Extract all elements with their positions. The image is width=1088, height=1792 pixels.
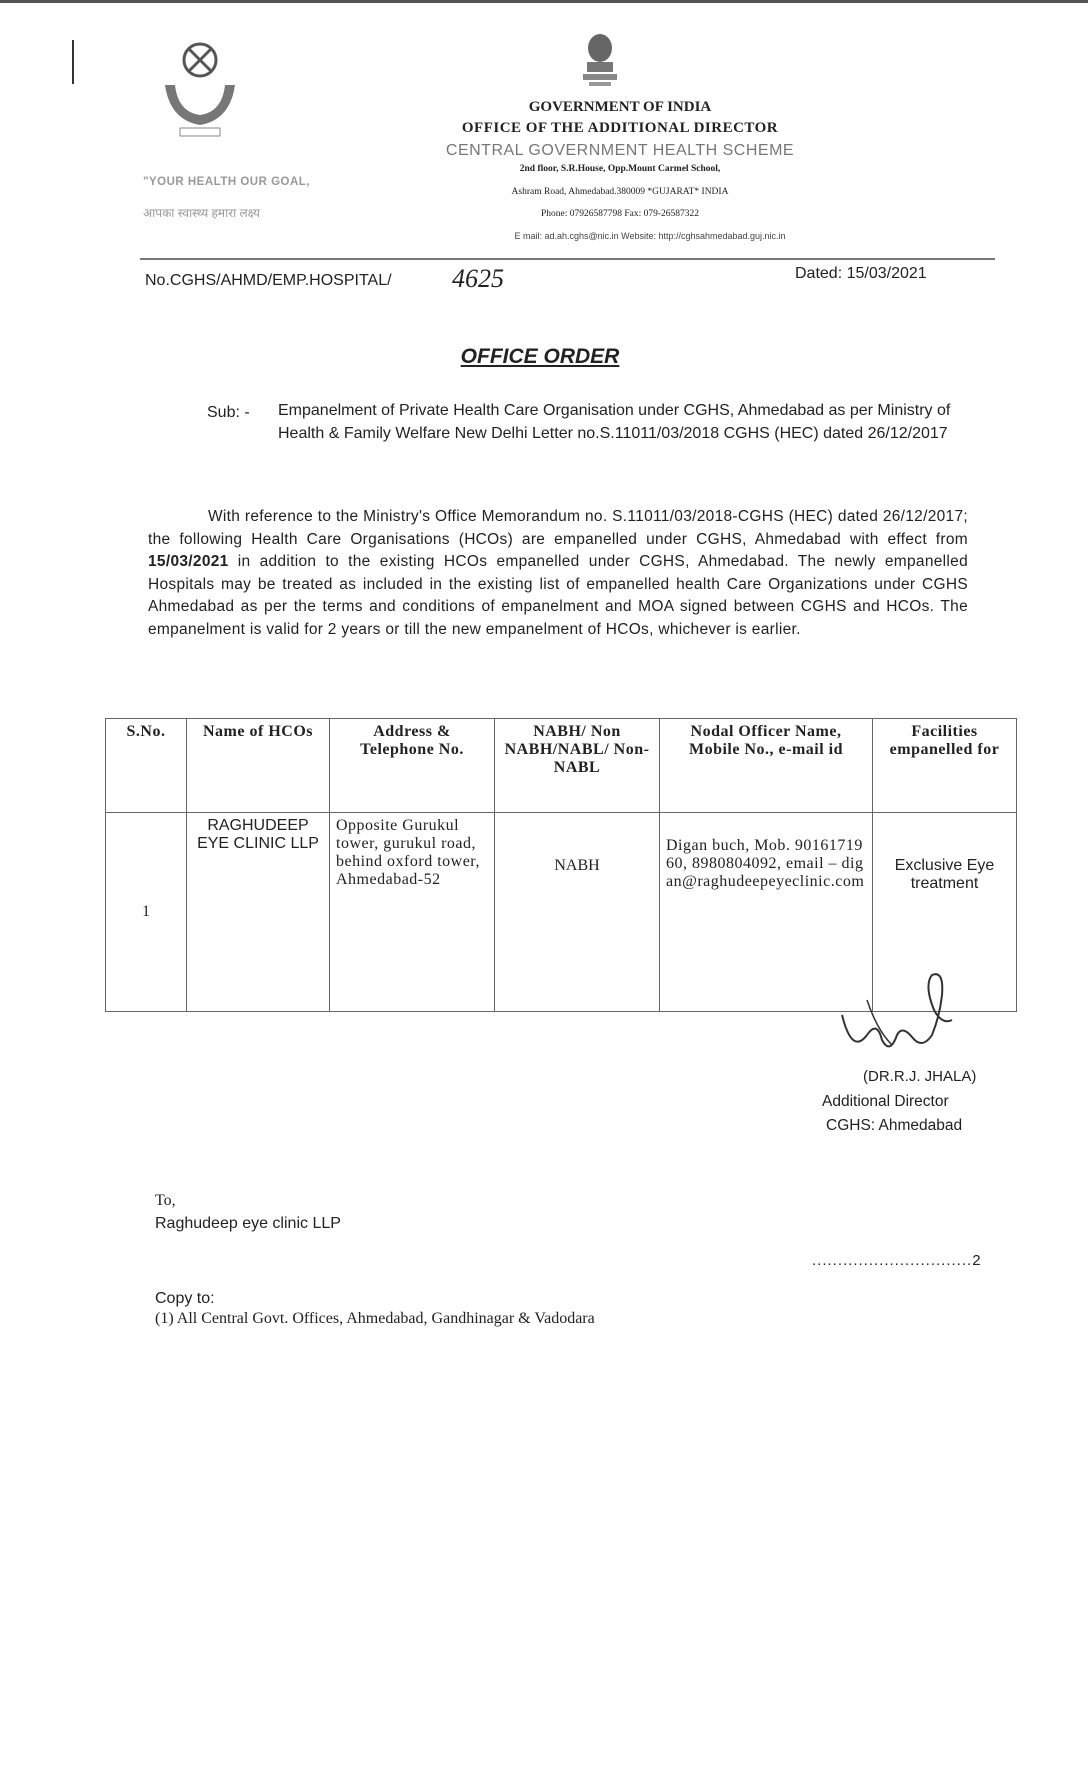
order-date: Dated: 15/03/2021 (795, 265, 927, 282)
table-header-row (106, 719, 1017, 813)
page-top-edge (0, 0, 1088, 3)
copy-to-label: Copy to: (155, 1290, 215, 1307)
cell-hco-name: RAGHUDEEP EYE CLINIC LLP (187, 813, 330, 1012)
header-contact: E mail: ad.ah.cghs@nic.in Website: http://cghsahmedabad.guj.nic.in (514, 231, 786, 241)
column-header: Facilities empanelled for (873, 719, 1017, 813)
to-recipient: Raghudeep eye clinic LLP (155, 1215, 341, 1232)
header-office: OFFICE OF THE ADDITIONAL DIRECTOR (461, 120, 779, 136)
logo-slogan-hindi: आपका स्वास्थ्य हमारा लक्ष्य (143, 206, 260, 220)
logo-slogan-english: "YOUR HEALTH OUR GOAL, (143, 176, 311, 188)
cell-sno: 1 (106, 813, 187, 1012)
column-header: Address & Telephone No. (330, 719, 495, 813)
cell-nabh: NABH (495, 813, 660, 1012)
page-title: OFFICE ORDER (460, 345, 620, 368)
body-paragraph (148, 506, 968, 641)
body-text-part1: With reference to the Ministry's Office Memorandum no. S.11011/03/2018-CGHS (HEC) dated 26/12/2017; the following Health Care Organisations (HCOs) are empanelled under CGHS, Ahmedabad with effect from (148, 508, 968, 548)
signatory-designation: Additional Director (822, 1093, 949, 1110)
cell-address: Opposite Gurukul tower, gurukul road, behind oxford tower, Ahmedabad-52 (330, 813, 495, 1012)
cell-facilities: Exclusive Eye treatment (873, 813, 1017, 1012)
cghs-logo-icon (150, 30, 250, 140)
subject-text: Empanelment of Private Health Care Organisation under CGHS, Ahmedabad as per Ministry of Health & Family Welfare New Delhi Letter no.S.11011/03/2018 CGHS (HEC) dated 26/12/2017 (278, 402, 951, 442)
copy-to-item: (1) All Central Govt. Offices, Ahmedabad, Gandhinagar & Vadodara (155, 1310, 595, 1327)
body-text-part2: in addition to the existing HCOs empanelled under CGHS, Ahmedabad. The newly empanelled Hospitals may be treated as included in the existing list of empanelled health Care Organizations under CGHS Ahmedabad as per the terms and conditions of empanelment and MOA signed between CGHS and HCOs. The empanelment is valid for 2 years or till the new empanelment of HCOs, whichever is earlier. (148, 553, 968, 638)
column-header: S.No. (106, 719, 187, 813)
subject-label: Sub: - (207, 404, 250, 421)
column-header: Name of HCOs (187, 719, 330, 813)
cell-nodal-officer: Digan buch, Mob. 9016171960, 8980804092, email – digan@raghudeepeyeclinic.com (660, 813, 873, 1012)
margin-mark (72, 40, 74, 84)
reference-number-handwritten: 4625 (452, 264, 504, 293)
signatory-place: CGHS: Ahmedabad (826, 1117, 963, 1134)
column-header: Nodal Officer Name, Mobile No., e-mail id (660, 719, 873, 813)
header-divider (140, 258, 995, 260)
header-address-line1: 2nd floor, S.R.House, Opp.Mount Carmel School, (519, 164, 721, 174)
page-continuation: ...............................2 (812, 1252, 982, 1269)
reference-number: No.CGHS/AHMD/EMP.HOSPITAL/ (145, 272, 392, 289)
signatory-name: (DR.R.J. JHALA) (863, 1068, 977, 1085)
effective-date: 15/03/2021 (148, 553, 229, 570)
to-label: To, (155, 1192, 176, 1209)
national-emblem-icon (575, 30, 625, 100)
signature-icon (832, 965, 972, 1075)
header-scheme: CENTRAL GOVERNMENT HEALTH SCHEME (445, 142, 795, 159)
column-header: NABH/ Non NABH/NABL/ Non-NABL (495, 719, 660, 813)
header-government: GOVERNMENT OF INDIA (528, 99, 712, 115)
header-address-line2: Ashram Road, Ahmedabad.380009 *GUJARAT* INDIA (511, 187, 729, 197)
header-phone: Phone: 07926587798 Fax: 079-26587322 (540, 209, 700, 219)
